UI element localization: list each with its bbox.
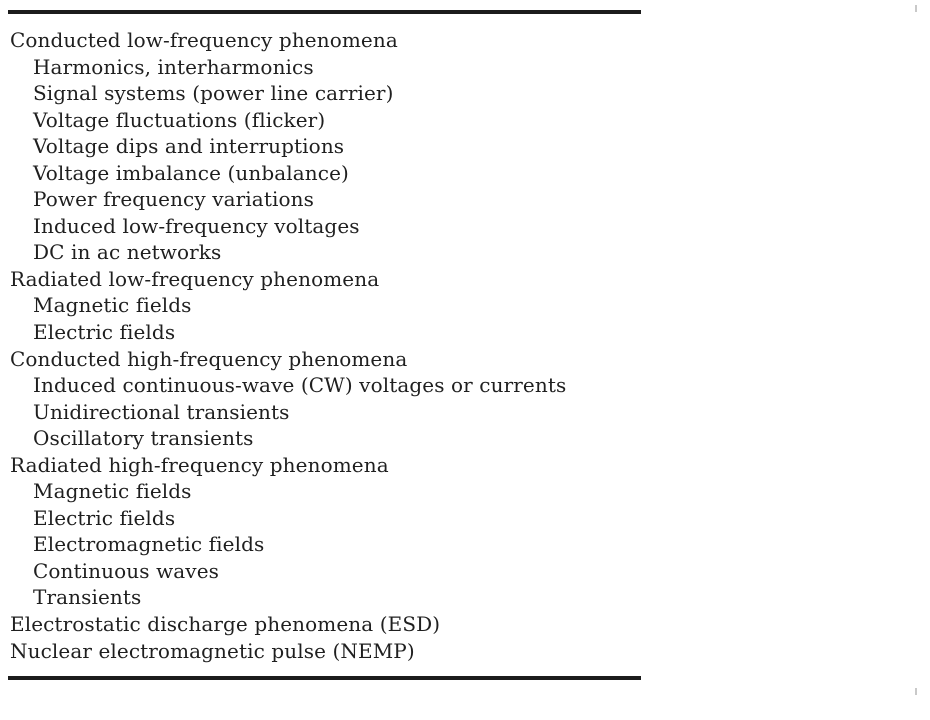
- phenomena-row: Induced low-frequency voltages: [33, 213, 360, 238]
- phenomena-row: Induced continuous-wave (CW) voltages or currents: [33, 373, 567, 398]
- phenomena-row: Magnetic fields: [33, 479, 192, 504]
- phenomena-row: Voltage imbalance (unbalance): [33, 160, 349, 185]
- phenomena-row: Transients: [33, 585, 142, 610]
- scan-artifact-mark-top: [915, 5, 917, 12]
- phenomena-row: Radiated low-frequency phenomena: [10, 266, 380, 291]
- phenomena-row: Unidirectional transients: [33, 399, 290, 424]
- phenomena-row: Harmonics, interharmonics: [33, 54, 314, 79]
- phenomena-row: Magnetic fields: [33, 293, 192, 318]
- table-bottom-rule: [8, 676, 641, 680]
- phenomena-row: Conducted low-frequency phenomena: [10, 28, 398, 52]
- phenomena-row: Nuclear electromagnetic pulse (NEMP): [10, 638, 415, 663]
- phenomena-row: Electric fields: [33, 320, 176, 345]
- phenomena-row: Electric fields: [33, 505, 176, 530]
- table-top-rule: [8, 10, 641, 14]
- phenomena-row: Continuous waves: [33, 558, 220, 583]
- phenomena-row: Electromagnetic fields: [33, 532, 265, 557]
- phenomena-row: DC in ac networks: [33, 240, 222, 265]
- phenomena-row: Radiated high-frequency phenomena: [10, 452, 389, 477]
- phenomena-row: Signal systems (power line carrier): [33, 81, 394, 106]
- phenomena-list: [10, 27, 850, 664]
- phenomena-row: Power frequency variations: [33, 187, 314, 212]
- phenomena-row: Conducted high-frequency phenomena: [10, 346, 408, 371]
- phenomena-row: Voltage fluctuations (flicker): [33, 107, 326, 132]
- phenomena-row: Oscillatory transients: [33, 426, 254, 451]
- phenomena-row: Electrostatic discharge phenomena (ESD): [10, 612, 441, 637]
- scan-artifact-mark-bottom: [915, 688, 917, 695]
- phenomena-row: Voltage dips and interruptions: [33, 134, 345, 159]
